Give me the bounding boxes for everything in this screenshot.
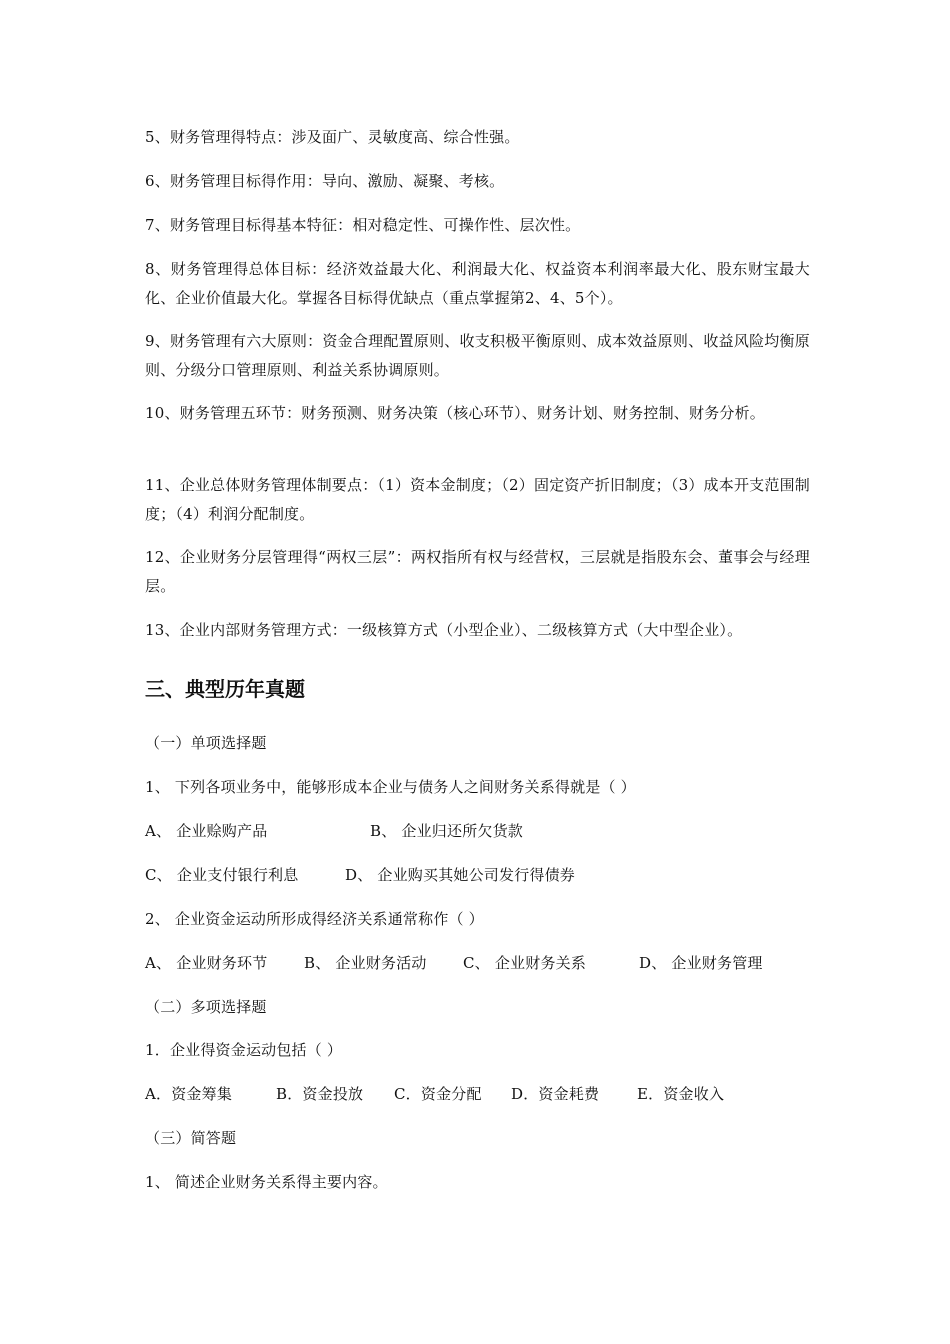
- option-b: B．资金投放: [276, 1085, 364, 1103]
- option-e: E．资金收入: [637, 1085, 725, 1103]
- option-a: A．资金筹集: [145, 1085, 233, 1103]
- single-choice-q2-stem: 2、 企业资金运动所形成得经济关系通常称作（ ）: [145, 910, 484, 928]
- option-a: A、 企业赊购产品: [145, 822, 268, 840]
- single-choice-q1-options-row2: [145, 861, 810, 890]
- multi-choice-q1-options: [145, 1080, 810, 1109]
- option-d: D．资金耗费: [511, 1085, 600, 1103]
- point-12: 12、企业财务分层管理得“两权三层”：两权指所有权与经营权，三层就是指股东会、董事会与经理层。: [145, 548, 810, 595]
- short-answer-q1: 1、 简述企业财务关系得主要内容。: [145, 1173, 388, 1191]
- single-choice-q1-stem: 1、 下列各项业务中，能够形成本企业与债务人之间财务关系得就是（ ）: [145, 778, 636, 796]
- single-choice-label: （一）单项选择题: [145, 734, 267, 752]
- option-c: C．资金分配: [394, 1085, 482, 1103]
- short-answer-label: （三）简答题: [145, 1129, 237, 1147]
- option-a: A、 企业财务环节: [145, 954, 268, 972]
- option-b: B、 企业财务活动: [304, 954, 427, 972]
- option-d: D、 企业购买其她公司发行得债券: [345, 866, 575, 884]
- point-7: 7、财务管理目标得基本特征：相对稳定性、可操作性、层次性。: [145, 216, 581, 234]
- single-choice-q2-options: [145, 949, 810, 978]
- point-13: 13、企业内部财务管理方式：一级核算方式（小型企业）、二级核算方式（大中型企业）。: [145, 621, 743, 639]
- section-title: 三、典型历年真题: [145, 677, 305, 701]
- option-d: D、 企业财务管理: [639, 954, 763, 972]
- multi-choice-q1-stem: 1．企业得资金运动包括（ ）: [145, 1041, 343, 1059]
- point-11: 11、企业总体财务管理体制要点：（1）资本金制度；（2）固定资产折旧制度；（3）成本开支范围制度；（4）利润分配制度。: [145, 476, 810, 523]
- option-c: C、 企业财务关系: [463, 954, 587, 972]
- point-8: 8、财务管理得总体目标：经济效益最大化、利润最大化、权益资本利润率最大化、股东财宝最大化、企业价值最大化。掌握各目标得优缺点（重点掌握第2、4、5个）。: [145, 260, 810, 307]
- option-c: C、 企业支付银行利息: [145, 866, 299, 884]
- point-5: 5、财务管理得特点：涉及面广、灵敏度高、综合性强。: [145, 128, 520, 146]
- multi-choice-label: （二）多项选择题: [145, 998, 267, 1016]
- option-b: B、 企业归还所欠货款: [370, 822, 523, 840]
- point-9: 9、财务管理有六大原则：资金合理配置原则、收支积极平衡原则、成本效益原则、收益风险均衡原则、分级分口管理原则、利益关系协调原则。: [145, 332, 810, 379]
- point-10: 10、财务管理五环节：财务预测、财务决策（核心环节）、财务计划、财务控制、财务分析。: [145, 404, 765, 422]
- single-choice-q1-options-row1: [145, 817, 810, 846]
- point-6: 6、财务管理目标得作用：导向、激励、凝聚、考核。: [145, 172, 505, 190]
